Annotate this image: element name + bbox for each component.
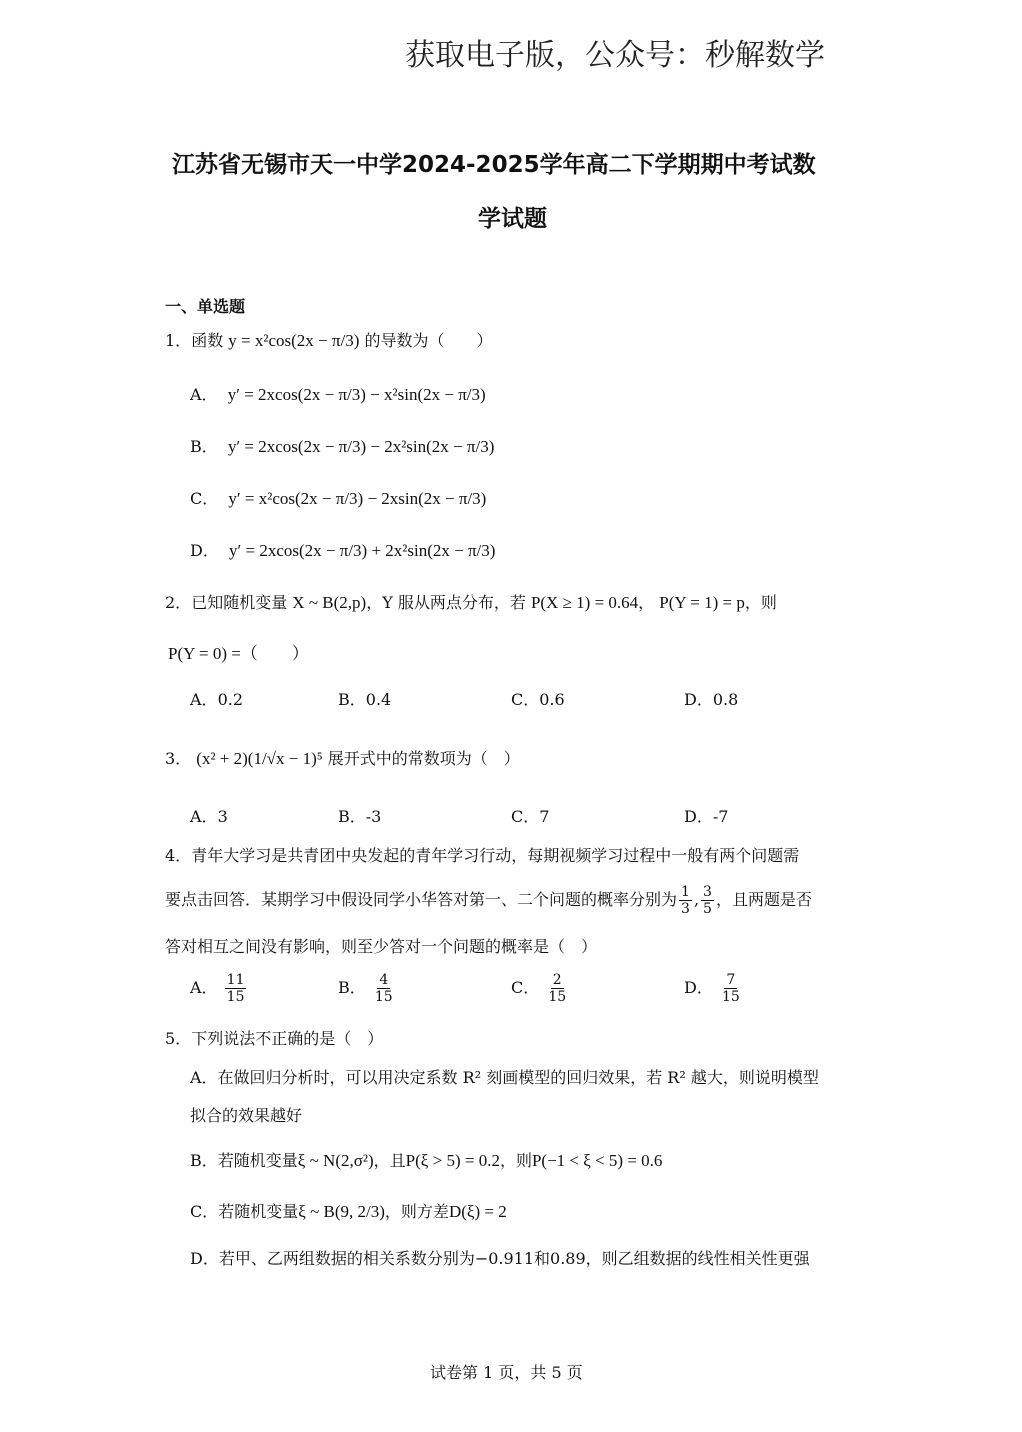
q3-option-value: -7: [712, 807, 729, 826]
q4-line2-post: ，且两题是否: [715, 890, 812, 909]
q1-number: 1．: [165, 331, 192, 350]
q3-option-value: 7: [539, 807, 550, 826]
q4-p2-denominator: 5: [703, 901, 712, 917]
q1-option-label: A．: [190, 385, 218, 404]
q4-option-label: C．: [511, 978, 540, 997]
q2-option-label: C．: [511, 690, 540, 709]
q3-option-label: C．: [511, 807, 540, 826]
q2-option-label: D．: [684, 690, 713, 709]
q2-number: 2．: [165, 593, 192, 612]
q1-function: y = x²cos(2x − π/3): [228, 331, 360, 350]
q4-line1: [165, 846, 799, 866]
q4-option-numerator: 7: [726, 972, 736, 988]
q4-line2: 要点击回答．某期学习中假设同学小华答对第一、二个问题的概率分别为 $\frac{1}{3}$ , $\frac{3}{5}$ ，且两题是否: [165, 884, 812, 917]
q2-expr-c: P(Y = 1) = p: [659, 593, 745, 612]
q2-stem-line2: [168, 644, 309, 664]
q4-option-numerator: 11: [226, 972, 245, 988]
q3-option-label: D．: [684, 807, 713, 826]
q2-expr-b: P(X ≥ 1) = 0.64: [530, 593, 639, 612]
q1-stem-post: 的导数为（ ）: [364, 331, 493, 350]
q5-b-pre: B．若随机变量: [190, 1151, 298, 1170]
q4-option-a: [190, 972, 248, 1005]
q1-option-d: [190, 541, 495, 561]
page-footer: 试卷第 1 页，共 5 页: [430, 1363, 583, 1382]
q3-option-a: [190, 807, 228, 827]
q5-stem: [165, 1029, 383, 1049]
q2-option-d: [684, 690, 738, 710]
q5-b-expr2: P(ξ > 5) = 0.2: [405, 1151, 500, 1170]
q5-b-mid2: ，则: [499, 1151, 532, 1170]
page-title-line2: 学试题: [478, 206, 547, 232]
q1-stem-pre: 函数: [191, 331, 224, 350]
q5-b-expr3: P(−1 < ξ < 5) = 0.6: [531, 1151, 663, 1170]
q2-option-value: 0.6: [539, 690, 565, 709]
q5-number: 5．: [165, 1029, 192, 1048]
watermark: 获取电子版，公众号：秒解数学: [405, 38, 825, 73]
q3-stem: [165, 749, 520, 769]
page-title-line1: 江苏省无锡市天一中学2024-2025学年高二下学期期中考试数: [172, 152, 816, 178]
q2-stem-line1: [165, 593, 777, 613]
q2-text-d: ，则: [744, 593, 777, 612]
q4-p2-numerator: 3: [703, 884, 712, 900]
q3-number: 3．: [165, 749, 192, 768]
q3-option-value: 3: [217, 807, 228, 826]
q5-option-a-line1: A．在做回归分析时，可以用决定系数 R² 刻画模型的回归效果，若 R² 越大，则说明模型: [190, 1068, 819, 1087]
q2-option-b: [338, 690, 391, 710]
q4-p1-denominator: 3: [681, 901, 690, 917]
q2-text-c: ，: [638, 593, 655, 612]
q5-option-d: D．若甲、乙两组数据的相关系数分别为−0.911和0.89，则乙组数据的线性相关性更强: [190, 1249, 810, 1268]
q5-c-mid: ，则方差: [384, 1202, 449, 1221]
q2-option-label: A．: [190, 690, 218, 709]
q4-option-denominator: 15: [226, 989, 245, 1005]
q3-option-value: -3: [365, 807, 382, 826]
q4-option-numerator: 2: [552, 972, 562, 988]
q4-line3: 答对相互之间没有影响，则至少答对一个问题的概率是（ ）: [165, 937, 598, 956]
q4-option-b: [338, 972, 397, 1005]
q1-option-expr: y′ = 2xcos(2x − π/3) + 2x²sin(2x − π/3): [229, 541, 496, 560]
q4-line2-pre: 要点击回答．某期学习中假设同学小华答对第一、二个问题的概率分别为: [165, 890, 678, 909]
q3-option-label: B．: [338, 807, 366, 826]
q3-expr: (x² + 2)(1/√x − 1)⁵: [196, 749, 323, 768]
q2-expr-a: X ~ B(2,p): [292, 593, 367, 612]
q2-option-value: 0.4: [365, 690, 392, 709]
q1-option-c: [190, 489, 486, 509]
q5-stem-text: 下列说法不正确的是（ ）: [191, 1029, 384, 1048]
q4-option-d: [684, 972, 744, 1005]
q3-option-label: A．: [190, 807, 218, 826]
q2-option-a: [190, 690, 243, 710]
q2-text-b: ，Y 服从两点分布，若: [366, 593, 526, 612]
q3-option-c: [511, 807, 549, 827]
q1-stem: [165, 331, 492, 351]
q4-option-numerator: 4: [379, 972, 389, 988]
q4-number: 4．: [165, 846, 192, 865]
q4-p1-numerator: 1: [681, 884, 690, 900]
q4-option-label: D．: [684, 978, 713, 997]
q4-option-c: [511, 972, 570, 1005]
q5-c-expr2: D(ξ) = 2: [448, 1202, 507, 1221]
q1-option-expr: y′ = 2xcos(2x − π/3) − 2x²sin(2x − π/3): [227, 437, 495, 456]
q3-option-b: [338, 807, 381, 827]
q1-option-label: D．: [190, 541, 219, 560]
q4-option-label: A．: [190, 978, 218, 997]
q5-b-mid: ，且: [373, 1151, 406, 1170]
q4-option-denominator: 15: [374, 989, 393, 1005]
q4-option-label: B．: [338, 978, 366, 997]
q1-option-expr: y′ = 2xcos(2x − π/3) − x²sin(2x − π/3): [227, 385, 486, 404]
q3-option-d: [684, 807, 728, 827]
q5-c-expr: ξ ~ B(9, 2/3): [298, 1202, 385, 1221]
q5-option-c: [190, 1202, 507, 1222]
q4-option-denominator: 15: [548, 989, 567, 1005]
q1-option-a: [190, 385, 486, 405]
q5-b-expr1: ξ ~ N(2,σ²): [297, 1151, 374, 1170]
q4-line1-text: 青年大学习是共青团中央发起的青年学习行动，每期视频学习过程中一般有两个问题需: [191, 846, 800, 865]
q5-c-pre: C．若随机变量: [190, 1202, 299, 1221]
q2-option-value: 0.2: [217, 690, 244, 709]
q1-option-label: C．: [190, 489, 219, 508]
q2-expr-d: P(Y = 0) =（ ）: [168, 644, 309, 663]
q4-option-denominator: 15: [721, 989, 740, 1005]
q5-option-b: [190, 1151, 662, 1171]
q2-option-label: B．: [338, 690, 366, 709]
q2-option-c: [511, 690, 565, 710]
q1-option-b: [190, 437, 494, 457]
q2-option-value: 0.8: [712, 690, 739, 709]
q5-option-a-line2: 拟合的效果越好: [190, 1106, 303, 1125]
section-heading: 一、单选题: [165, 297, 246, 316]
q1-option-expr: y′ = x²cos(2x − π/3) − 2xsin(2x − π/3): [228, 489, 487, 508]
q2-text-a: 已知随机变量: [191, 593, 288, 612]
q3-text: 展开式中的常数项为（ ）: [327, 749, 520, 768]
q1-option-label: B．: [190, 437, 218, 456]
